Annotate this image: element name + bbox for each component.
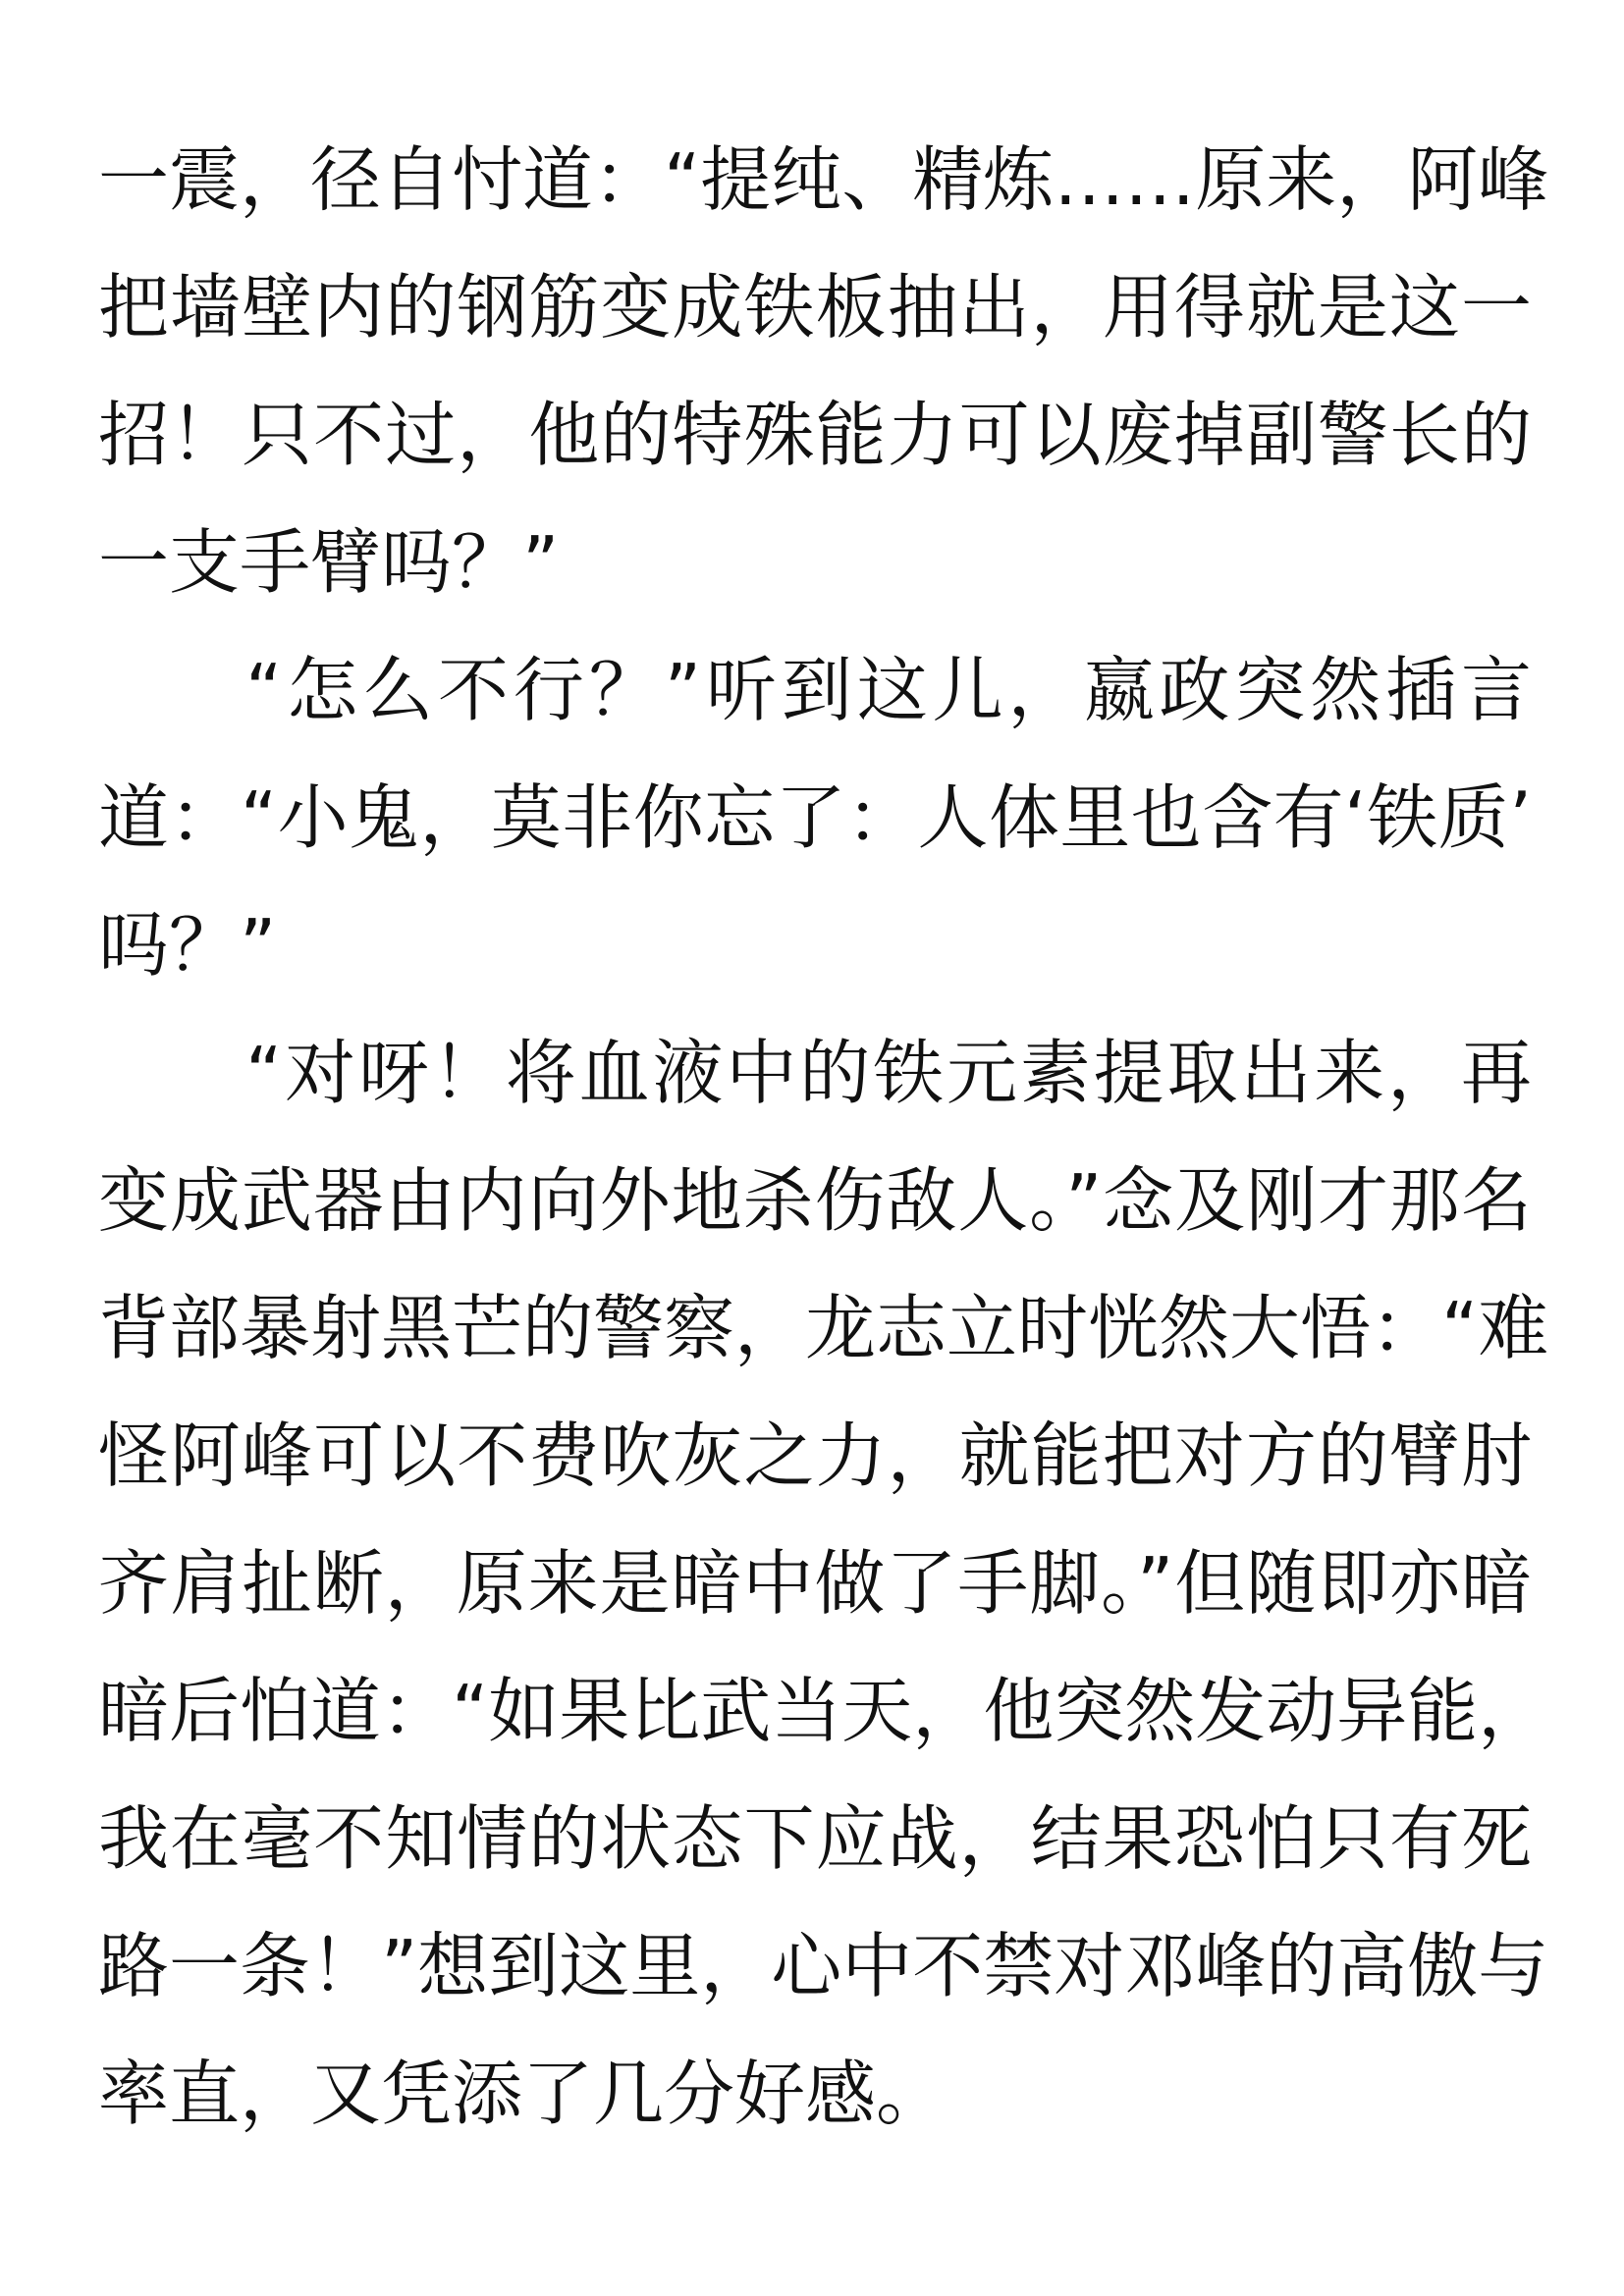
text-line: 暗后怕道：“如果比武当天，他突然发动异能， xyxy=(98,1670,1549,1752)
paragraph xyxy=(98,1009,1549,2158)
text-line: 怪阿峰可以不费吹灰之力，就能把对方的臂肘 xyxy=(98,1415,1532,1497)
text-line: 率直，又凭添了几分好感。 xyxy=(98,2053,947,2135)
body-text xyxy=(98,116,1549,2158)
text-line: 变成武器由内向外地杀伤敌人。”念及刚才那名 xyxy=(98,1159,1532,1242)
text-line: 道：“小鬼，莫非你忘了：人体里也含有‘铁质’ xyxy=(98,776,1532,859)
text-line: 一支手臂吗？” xyxy=(98,521,560,604)
text-line: 把墙壁内的钢筋变成铁板抽出，用得就是这一 xyxy=(98,266,1532,348)
text-line: 吗？” xyxy=(98,904,277,987)
text-line: 我在毫不知情的状态下应战，结果恐怕只有死 xyxy=(98,1797,1532,1880)
text-line: “怎么不行？”听到这儿，嬴政突然插言 xyxy=(245,649,1532,731)
text-line: 招！只不过，他的特殊能力可以废掉副警长的 xyxy=(98,394,1532,476)
text-line: “对呀！将血液中的铁元素提取出来，再 xyxy=(245,1032,1532,1114)
text-line: 背部暴射黑芒的警察，龙志立时恍然大悟：“难 xyxy=(98,1287,1549,1369)
paragraph xyxy=(98,116,1549,626)
text-line: 齐肩扯断，原来是暗中做了手脚。”但随即亦暗 xyxy=(98,1542,1532,1625)
text-line: 路一条！”想到这里，心中不禁对邓峰的高傲与 xyxy=(98,1925,1549,2007)
text-line: 一震，径自忖道：“提纯、精炼……原来，阿峰 xyxy=(98,138,1549,221)
paragraph xyxy=(98,626,1532,1009)
